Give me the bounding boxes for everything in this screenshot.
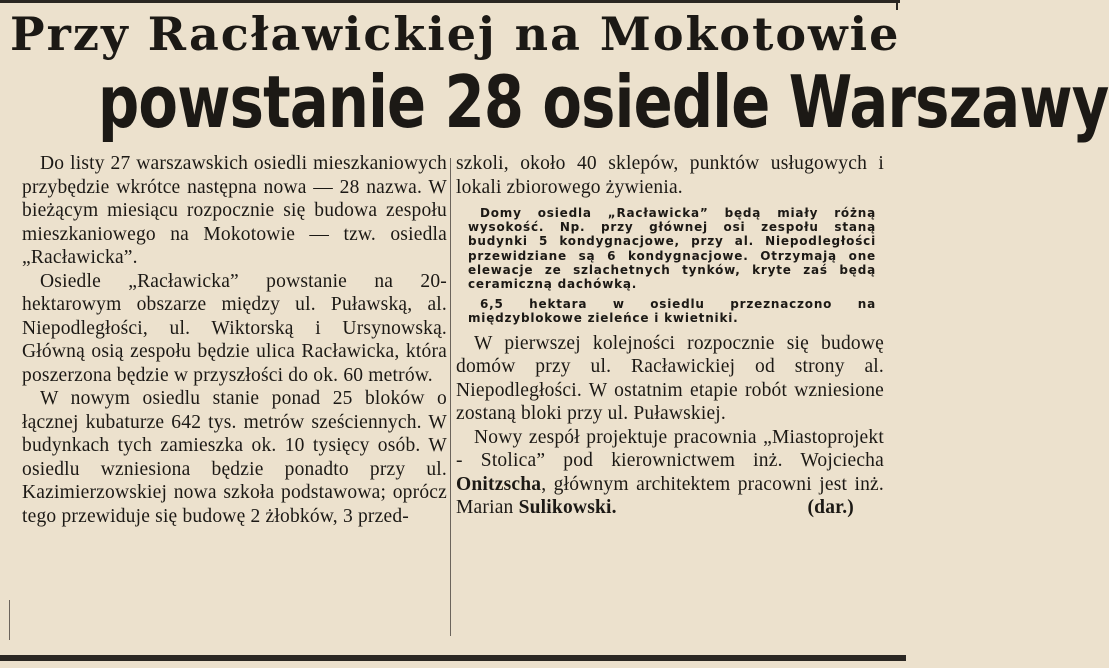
boxed-note-heights: Domy osiedla „Racławicka” będą miały różną wysokość. Np. przy głównej osi zespołu staną budynki 5 kondygnacjowe, przy al. Niepodległości przewidziane są 6 kondygnacjowe. Otrzymają one elewacje ze szlachetnych tynków, kryte zaś będą ceramiczną dachówką. [468,206,876,292]
architect-name-1: Onitzscha [456,473,542,495]
top-rule [0,0,900,3]
left-margin-rule [9,600,10,640]
boxed-note-greenery: 6,5 hektara w osiedlu przeznaczono na międzyblokowe zieleńce i kwietniki. [468,297,876,326]
architect-name-2: Sulikowski. [518,497,617,519]
paragraph-continuation: szkoli, około 40 sklepów, punktów usługowych i lokali zbiorowego żywienia. [456,153,884,198]
design-text-2: , głównym architektem pracowni jest inż. Marian [456,473,884,519]
paragraph-location: Osiedle „Racławicka” powstanie na 20-hektarowym obszarze między ul. Puławską, al. Niepodległości, ul. Wiktorską i Ursynowską. Główną osią zespołu będzie ulica Racławicka, która poszerzona będzie w przyszłości do ok. 60 metrów. [22,270,447,386]
column-divider [450,158,451,636]
bottom-rule [0,655,906,661]
left-column [22,152,447,528]
headline-line-1: Przy Racławickiej na Mokotowie [10,7,901,61]
paragraph-design [456,426,884,520]
paragraph-intro: Do listy 27 warszawskich osiedli mieszkaniowych przybędzie wkrótce następna nowa — 28 nazwa. W bieżącym miesiącu rozpocznie się budowa zespołu mieszkaniowego na Mokotowie — tzw. osiedla „Racławicka”. [22,153,447,268]
headline-line-2: powstanie 28 osiedle Warszawy [98,60,1109,144]
paragraph-buildings: W nowym osiedlu stanie ponad 25 bloków o łącznej kubaturze 642 tys. metrów sześciennych. W budynkach tych zamieszka ok. 10 tysięcy osób. W osiedlu wzniesiona będzie ponadto przy ul. Kazimierzowskiej nowa szkoła podstawowa; oprócz tego przewiduje się budowę 2 żłobków, 3 przed- [22,388,447,527]
paragraph-phases: W pierwszej kolejności rozpocznie się budowę domów przy ul. Racławickiej od strony al. Niepodległości. W ostatnim etapie robót wzniesione zostaną bloki przy ul. Puławskiej. [456,332,884,425]
design-text: Nowy zespół projektuje pracownia „Miastoprojekt - Stolica” pod kierownictwem inż. Wojciecha [456,426,884,472]
right-column [456,152,884,520]
author-signature: (dar.) [807,497,854,519]
